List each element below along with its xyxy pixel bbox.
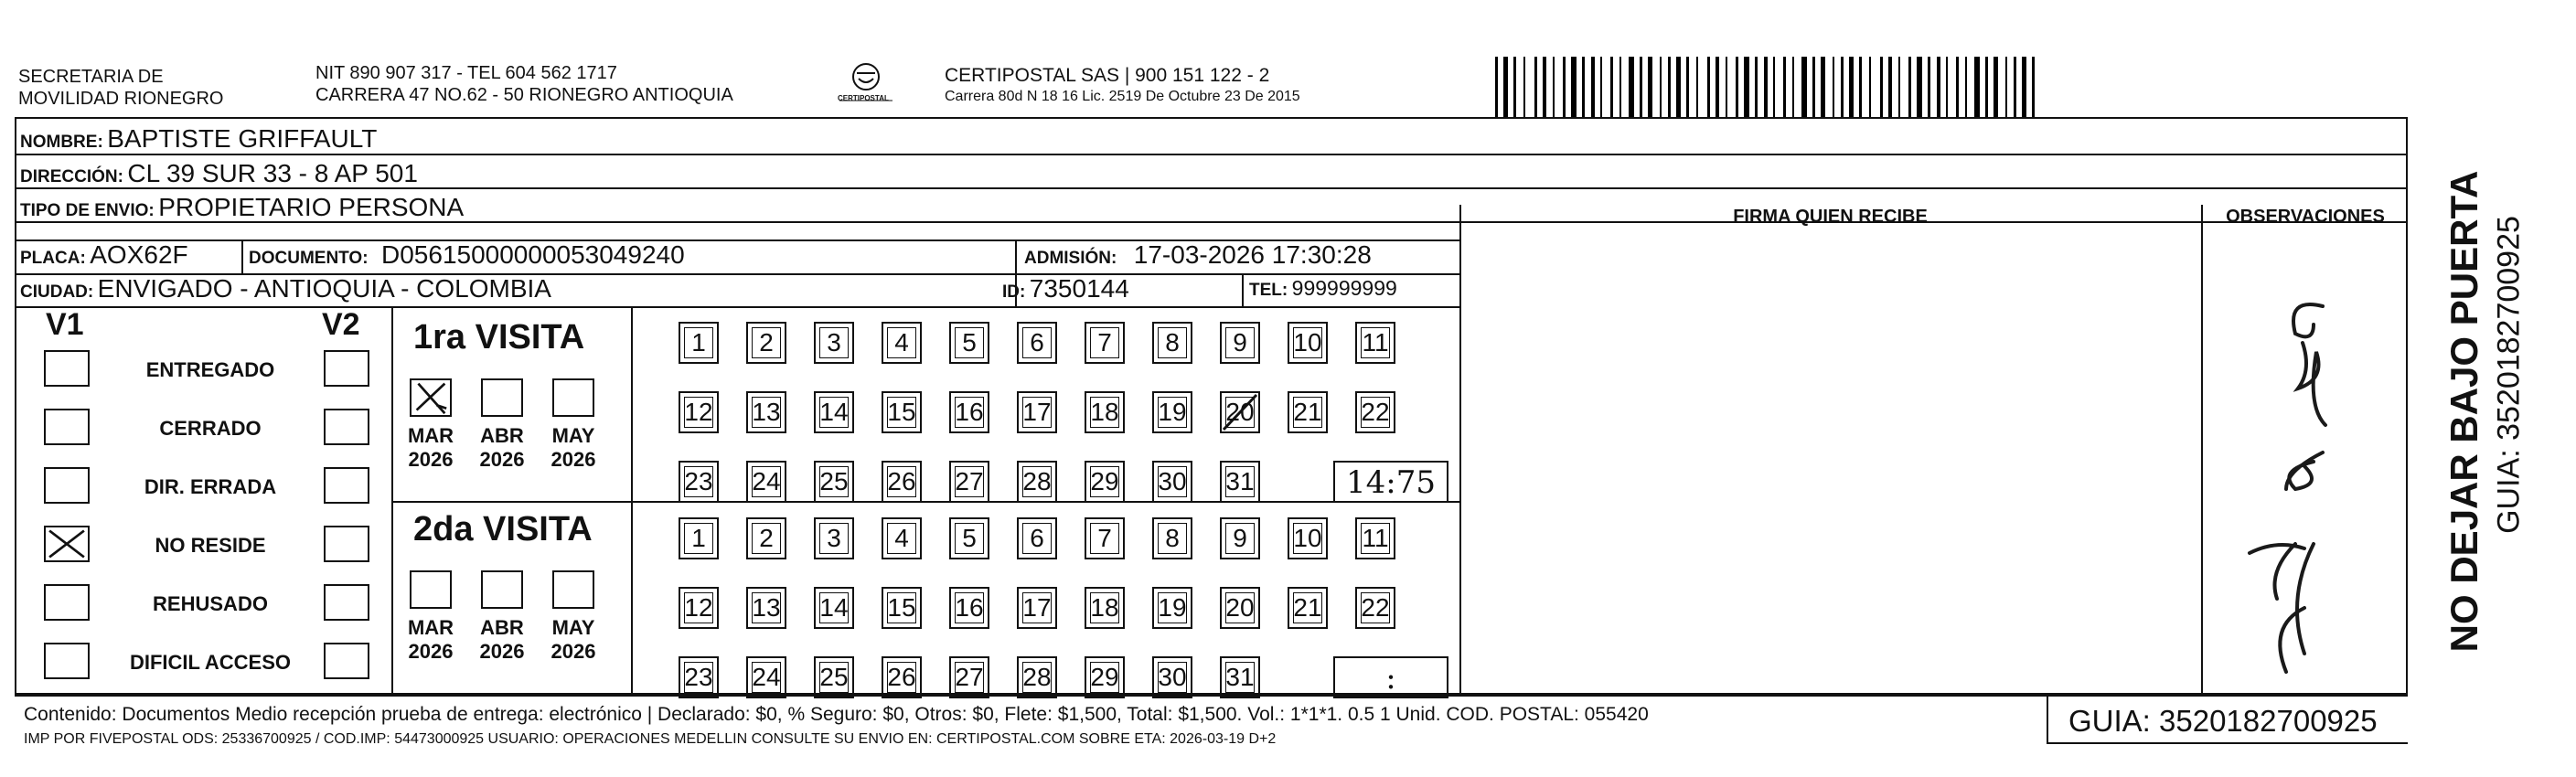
day-box-14[interactable]: 14 (814, 391, 854, 433)
status-label: REHUSADO (153, 592, 268, 615)
guia-box: GUIA: 3520182700925 (2068, 704, 2378, 738)
month-checkbox-may[interactable] (552, 378, 594, 417)
day-box-17[interactable]: 17 (1017, 391, 1057, 433)
barcode-bar (2005, 57, 2007, 117)
year-label: 2026 (479, 640, 525, 663)
tipo-envio-label: TIPO DE ENVIO: (20, 201, 155, 220)
status-label: ENTREGADO (145, 358, 275, 381)
day-box-16[interactable]: 16 (949, 587, 989, 629)
year-label: 2026 (479, 448, 525, 471)
day-box-21[interactable]: 21 (1288, 587, 1328, 629)
v1-checkbox[interactable] (44, 467, 90, 504)
year-label: 2026 (408, 640, 454, 663)
barcode-bar (1660, 57, 1662, 117)
day-box-4[interactable]: 4 (882, 322, 922, 364)
barcode-bar (1841, 57, 1844, 117)
day-box-10[interactable]: 10 (1288, 322, 1328, 364)
barcode-bar (1629, 57, 1634, 117)
v1-checkbox[interactable] (44, 643, 90, 679)
year-label: 2026 (550, 448, 596, 471)
day-box-2[interactable]: 2 (746, 322, 786, 364)
barcode-bar (1773, 57, 1775, 117)
month-checkbox-may[interactable] (552, 570, 594, 609)
day-box-20[interactable]: 20 (1220, 391, 1260, 433)
v1-checkbox[interactable] (44, 526, 90, 562)
barcode-bar (1648, 57, 1652, 117)
org-line-2: MOVILIDAD RIONEGRO (18, 89, 224, 109)
day-box-1[interactable]: 1 (679, 322, 719, 364)
day-box-25[interactable]: 25 (814, 656, 854, 698)
certipostal-logo-icon (834, 60, 898, 112)
signature-image (2195, 251, 2378, 690)
day-box-24[interactable]: 24 (746, 461, 786, 503)
day-box-25[interactable]: 25 (814, 461, 854, 503)
barcode-bar (1553, 57, 1555, 117)
v2-checkbox[interactable] (324, 467, 369, 504)
barcode-bar (1676, 57, 1681, 117)
v1-label: V1 (46, 307, 84, 342)
day-box-27[interactable]: 27 (949, 656, 989, 698)
direccion-label: DIRECCIÓN: (20, 167, 123, 186)
day-box-26[interactable]: 26 (882, 461, 922, 503)
v2-checkbox[interactable] (324, 409, 369, 445)
day-box-31[interactable]: 31 (1220, 461, 1260, 503)
strike-mark (1220, 391, 1260, 433)
day-box-22[interactable]: 22 (1355, 587, 1395, 629)
org-line-1: SECRETARIA DE (18, 67, 164, 87)
day-box-11[interactable]: 11 (1355, 517, 1395, 559)
address-line: CARRERA 47 NO.62 - 50 RIONEGRO ANTIOQUIA (315, 85, 733, 105)
day-box-14[interactable]: 14 (814, 587, 854, 629)
day-box-11[interactable]: 11 (1355, 322, 1395, 364)
company-name: CERTIPOSTAL SAS | 900 151 122 - 2 (945, 65, 1270, 86)
admision-field (1024, 240, 1372, 270)
tipo-envio-field (20, 193, 464, 222)
barcode-bar (1869, 57, 1871, 117)
day-box-22[interactable]: 22 (1355, 391, 1395, 433)
day-box-15[interactable]: 15 (882, 587, 922, 629)
day-box-8[interactable]: 8 (1152, 517, 1192, 559)
day-box-10[interactable]: 10 (1288, 517, 1328, 559)
barcode-bar (1783, 57, 1786, 117)
time-box[interactable]: : (1333, 656, 1448, 698)
v1-checkbox[interactable] (44, 350, 90, 387)
day-box-16[interactable]: 16 (949, 391, 989, 433)
barcode-bar (1591, 57, 1595, 117)
barcode-bar (2032, 57, 2035, 117)
barcode-bar (1917, 57, 1922, 117)
nombre-field (20, 124, 377, 154)
nombre-label: NOMBRE: (20, 133, 103, 152)
barcode-bar (1859, 57, 1862, 117)
barcode-bar (1543, 57, 1546, 117)
barcode-bar (1993, 57, 1998, 117)
barcode-bar (1600, 57, 1602, 117)
day-box-1[interactable]: 1 (679, 517, 719, 559)
barcode-bar (1696, 57, 1698, 117)
direccion-value: CL 39 SUR 33 - 8 AP 501 (127, 159, 418, 187)
day-box-28[interactable]: 28 (1017, 656, 1057, 698)
v2-checkbox[interactable] (324, 526, 369, 562)
day-box-7[interactable]: 7 (1085, 322, 1125, 364)
day-box-9[interactable]: 9 (1220, 517, 1260, 559)
day-box-29[interactable]: 29 (1085, 656, 1125, 698)
month-checkbox-mar[interactable] (410, 378, 452, 417)
company-info (945, 64, 1300, 107)
day-box-8[interactable]: 8 (1152, 322, 1192, 364)
day-box-30[interactable]: 30 (1152, 461, 1192, 503)
day-box-31[interactable]: 31 (1220, 656, 1260, 698)
barcode-bar (1582, 57, 1585, 117)
barcode-bar (1619, 57, 1621, 117)
day-box-27[interactable]: 27 (949, 461, 989, 503)
barcode-bar (1888, 57, 1892, 117)
barcode-bar (1764, 57, 1768, 117)
tel-label: TEL: (1249, 281, 1288, 300)
placa-label: PLACA: (20, 249, 86, 268)
month-checkbox-abr[interactable] (481, 570, 523, 609)
barcode-bar (1513, 57, 1516, 117)
barcode-bar (1495, 57, 1498, 117)
v2-checkbox[interactable] (324, 643, 369, 679)
v2-checkbox[interactable] (324, 350, 369, 387)
day-box-20[interactable]: 20 (1220, 587, 1260, 629)
barcode-bar (2014, 57, 2016, 117)
documento-label: DOCUMENTO: (249, 249, 369, 268)
day-box-13[interactable]: 13 (746, 587, 786, 629)
day-box-18[interactable]: 18 (1085, 587, 1125, 629)
day-box-18[interactable]: 18 (1085, 391, 1125, 433)
barcode-bar (1610, 57, 1613, 117)
barcode-bar (1880, 57, 1883, 117)
barcode-bar (1534, 57, 1537, 117)
barcode-bar (1974, 57, 1980, 117)
certipostal-logo (834, 60, 898, 112)
day-box-26[interactable]: 26 (882, 656, 922, 698)
day-box-12[interactable]: 12 (679, 587, 719, 629)
day-box-3[interactable]: 3 (814, 322, 854, 364)
barcode-bar (1801, 57, 1807, 117)
barcode-bar (1686, 57, 1689, 117)
v1-checkbox[interactable] (44, 409, 90, 445)
barcode-bar (1744, 57, 1749, 117)
barcode-bar (1523, 57, 1525, 117)
side-guia: GUIA: 3520182700925 (2491, 216, 2527, 534)
day-box-24[interactable]: 24 (746, 656, 786, 698)
no-dejar-warning: NO DEJAR BAJO PUERTA (2442, 170, 2485, 653)
day-box-6[interactable]: 6 (1017, 322, 1057, 364)
logo-caption: CERTIPOSTAL (838, 94, 889, 102)
day-box-29[interactable]: 29 (1085, 461, 1125, 503)
status-label: CERRADO (159, 417, 262, 440)
day-box-30[interactable]: 30 (1152, 656, 1192, 698)
barcode-bar (1965, 57, 1967, 117)
visit2-title: 2da VISITA (413, 510, 593, 548)
day-box-21[interactable]: 21 (1288, 391, 1328, 433)
status-label: NO RESIDE (155, 534, 266, 557)
barcode-bar (1908, 57, 1911, 117)
nombre-value: BAPTISTE GRIFFAULT (107, 124, 378, 153)
month-label: ABR (480, 424, 524, 447)
barcode-bar (1928, 57, 1930, 117)
barcode-bar (1571, 57, 1577, 117)
month-label: MAR (407, 424, 454, 447)
id-field (1002, 274, 1129, 303)
month-checkbox-abr[interactable] (481, 378, 523, 417)
ciudad-label: CIUDAD: (20, 282, 94, 302)
time-box[interactable]: 14:75 (1333, 461, 1448, 503)
admision-label: ADMISIÓN: (1024, 249, 1117, 268)
month-checkbox-mar[interactable] (410, 570, 452, 609)
footer-contenido: Contenido: Documentos Medio recepción prueba de entrega: electrónico | Declarado: $0, % Seguro: $0, Otros: $0, Flete: $1,500, Total: $1,500. Vol.: 1*1*1. 0.5 1 Unid. COD. POSTAL: 055420 (24, 704, 1649, 725)
barcode-bar (1956, 57, 1959, 117)
year-label: 2026 (550, 640, 596, 663)
month-label: MAY (551, 616, 595, 639)
month-label: ABR (480, 616, 524, 639)
barcode-bar (1707, 57, 1710, 117)
observaciones-header: OBSERVACIONES (2226, 207, 2385, 227)
tel-value: 999999999 (1291, 276, 1397, 300)
barcode-bar (1937, 57, 1940, 117)
day-box-3[interactable]: 3 (814, 517, 854, 559)
ciudad-field (20, 274, 551, 303)
barcode-bar (1736, 57, 1738, 117)
day-box-19[interactable]: 19 (1152, 587, 1192, 629)
barcode-bar (1821, 57, 1825, 117)
barcode (1495, 0, 2181, 119)
barcode-bar (1792, 57, 1794, 117)
status-label: DIFICIL ACCESO (129, 651, 291, 674)
day-box-23[interactable]: 23 (679, 656, 719, 698)
barcode-bar (1849, 57, 1854, 117)
v2-checkbox[interactable] (324, 584, 369, 621)
month-label: MAR (407, 616, 454, 639)
nit-line: NIT 890 907 317 - TEL 604 562 1717 (315, 63, 617, 83)
admision-value: 17-03-2026 17:30:28 (1133, 240, 1372, 269)
barcode-bar (1716, 57, 1719, 117)
day-box-13[interactable]: 13 (746, 391, 786, 433)
barcode-bar (1755, 57, 1758, 117)
day-box-5[interactable]: 5 (949, 322, 989, 364)
day-box-19[interactable]: 19 (1152, 391, 1192, 433)
day-box-9[interactable]: 9 (1220, 322, 1260, 364)
barcode-bar (1898, 57, 1900, 117)
company-license: Carrera 80d N 18 16 Lic. 2519 De Octubre 23 De 2015 (945, 89, 1300, 104)
barcode-bar (2022, 57, 2026, 117)
v2-label: V2 (322, 307, 360, 342)
barcode-bar (1985, 57, 1988, 117)
placa-field (20, 240, 188, 270)
documento-field (249, 240, 685, 270)
status-label: DIR. ERRADA (144, 475, 277, 498)
barcode-bar (1503, 57, 1508, 117)
month-label: MAY (551, 424, 595, 447)
day-box-23[interactable]: 23 (679, 461, 719, 503)
day-box-2[interactable]: 2 (746, 517, 786, 559)
org-contact (315, 62, 733, 106)
day-box-15[interactable]: 15 (882, 391, 922, 433)
barcode-bar (1726, 57, 1727, 117)
id-label: ID: (1002, 282, 1026, 302)
visit1-title: 1ra VISITA (413, 318, 585, 357)
barcode-bar (1946, 57, 1948, 117)
tel-field (1249, 276, 1397, 301)
barcode-bar (1812, 57, 1815, 117)
day-box-17[interactable]: 17 (1017, 587, 1057, 629)
ciudad-value: ENVIGADO - ANTIOQUIA - COLOMBIA (97, 274, 551, 303)
documento-value: D05615000000053049240 (381, 240, 685, 269)
footer-imp: IMP POR FIVEPOSTAL ODS: 25336700925 / COD.IMP: 54473000925 USUARIO: OPERACIONES MEDELLIN CONSULTE SU ENVIO EN: CERTIPOSTAL.COM SOBRE ETA: 2026-03-19 D+2 (24, 731, 1277, 747)
placa-value: AOX62F (90, 240, 188, 269)
day-box-5[interactable]: 5 (949, 517, 989, 559)
direccion-field (20, 159, 418, 188)
tipo-envio-value: PROPIETARIO PERSONA (158, 193, 465, 221)
barcode-bar (1640, 57, 1642, 117)
firma-header: FIRMA QUIEN RECIBE (1733, 207, 1928, 227)
day-box-4[interactable]: 4 (882, 517, 922, 559)
day-box-28[interactable]: 28 (1017, 461, 1057, 503)
day-box-6[interactable]: 6 (1017, 517, 1057, 559)
barcode-bar (1668, 57, 1671, 117)
id-value: 7350144 (1029, 274, 1129, 303)
year-label: 2026 (408, 448, 454, 471)
barcode-bar (1563, 57, 1566, 117)
v1-checkbox[interactable] (44, 584, 90, 621)
org-name (18, 66, 223, 110)
day-box-7[interactable]: 7 (1085, 517, 1125, 559)
day-box-12[interactable]: 12 (679, 391, 719, 433)
barcode-bar (1833, 57, 1834, 117)
